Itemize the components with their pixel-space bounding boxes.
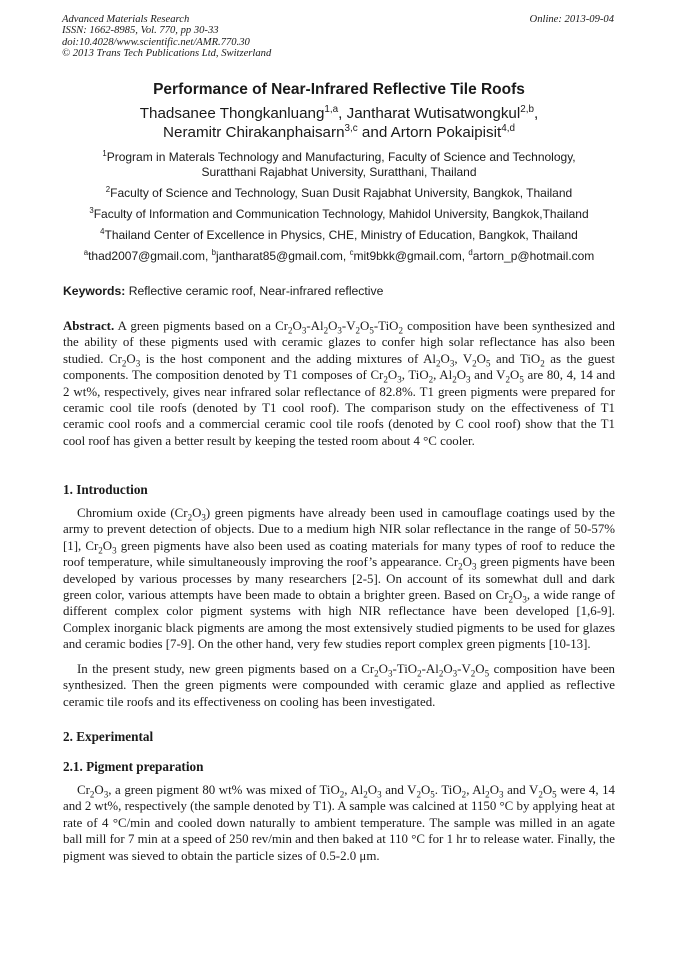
affil-text: Thailand Center of Excellence in Physics, CHE, Ministry of Education, Bangkok, Thailand [104,228,578,242]
text-fragment: O [192,506,202,520]
subsection-heading-pigment-preparation: 2.1. Pigment preparation [63,759,204,774]
chemical-subscript: 5 [519,374,524,385]
chemical-subscript: 2 [339,789,345,800]
chemical-subscript: 2 [485,789,490,800]
text-fragment: O [126,351,136,366]
chemical-subscript: 3 [301,325,307,336]
journal-header [62,14,271,59]
chemical-subscript: 2 [416,789,421,800]
text-fragment: , Al [344,783,364,797]
text-fragment: , a green pigment 80 wt% was mixed of TiO [108,783,340,797]
chemical-subscript: 2 [323,325,329,336]
text-fragment: and TiO [490,351,541,366]
author-separator: , [338,105,347,122]
paper-title: Performance of Near-Infrared Reflective Tile Roofs [153,81,525,98]
text-fragment: , a wide range of different complex color pigment systems with high NIR reflectance have been developed [1,6-9]. Complex inorganic black pigments are among the most extensively studied pigments to be used for glazes and ceramic bodies [7-9]. On the other hand, very few studies report complex green pigments [10-13]. [63,588,615,652]
chemical-subscript: 2 [435,358,441,369]
chemical-subscript: 3 [377,789,382,800]
text-fragment: O [292,319,302,333]
text-fragment: ) green pigments have already been used in camouflage coatings used by the army to prevent detection of objects. Due to a medium high NIR solar reflectance in the range of 50-57% [1], Cr [63,506,615,553]
text-fragment: -V [457,662,471,676]
affil-text: Faculty of Information and Communication Technology, Mahidol University, Bangkok,Thailand [93,207,589,221]
chemical-subscript: 2 [383,374,388,385]
chemical-subscript: 2 [121,358,127,369]
text-fragment: , Al [433,368,453,383]
text-fragment: are 80, 4, 14 and 2 wt%, respectively, gives near infrared solar reflectance of 82.8%. T1 green pigments were prepared for ceramic cool tile roofs (denoted by T1 cool roof). The comparison study on the effectiveness of T1 ceramic cool roofs and a commercial ceramic cool tile roofs (denoted by C cool roof) show that the T1 cool roof has given a better result by keeping the tested room about 4 °C cooler. [63,368,616,448]
text-fragment: composition have been synthesized. Then the green pigments were compounded with ceramic glaze and applied as reflective ceramic tile roofs and its effectiveness on cooling has been investigated. [63,662,615,709]
text-fragment: O [510,368,520,383]
text-fragment: O [102,538,113,553]
text-fragment: green pigments have been developed by various processes by many researchers [2-5]. On account of its somewhat dull and dark green color, various attempts have been made to obtain a brighter green. Based on Cr [63,555,615,603]
author-list [0,104,678,142]
keywords-text: Reflective ceramic roof, Near-infrared reflective [125,284,384,298]
author-separator: , [533,105,539,122]
text-fragment: , TiO [401,368,429,383]
chemical-subscript: 3 [201,512,206,523]
text-fragment: green pigments have also been used as coating materials for many types of roof to reduce the roof temperature, while simultaneously improving the roof’s appearance. Cr [63,538,615,570]
section-heading-experimental: 2. Experimental [63,729,154,744]
text-fragment: -Al [306,319,324,333]
chemical-subscript: 2 [470,668,476,679]
text-fragment: A green pigments based on a Cr [114,319,289,333]
chemical-subscript: 5 [430,789,435,800]
text-fragment: Cr [77,783,90,797]
chemical-subscript: 3 [452,668,458,679]
text-fragment: O [440,351,450,366]
email-mark: b [211,248,216,257]
text-fragment: O [443,662,453,676]
abstract-label: Abstract. [63,319,115,333]
chemical-subscript: 2 [458,561,463,572]
author-emails [40,249,638,264]
chemical-subscript: 2 [187,512,193,523]
copyright-line: © 2013 Trans Tech Publications Ltd, Switzerland [62,47,272,59]
text-fragment: O [476,351,486,366]
text-fragment: is the host component and the adding mixtures of Al [140,351,436,366]
text-fragment: O [489,783,499,797]
chemical-subscript: 2 [89,789,95,800]
chemical-subscript: 3 [466,374,471,385]
text-fragment: O [360,319,370,333]
affil-number: 4 [100,227,105,236]
affiliation-3 [40,207,638,222]
email-address: thad2007@gmail.com, [88,249,212,263]
abstract [63,318,615,449]
text-fragment: O [462,555,472,570]
author-name: Neramitr Chirakanphaisarn [163,124,345,141]
affil-number: 3 [89,206,94,215]
text-fragment: and V [470,368,506,383]
text-fragment: -TiO [373,319,399,333]
affil-text: Faculty of Science and Technology, Suan Dusit Rajabhat University, Bangkok, Thailand [110,186,573,200]
author-line-1 [0,104,678,123]
text-fragment: -Al [421,662,439,676]
author-name: Thadsanee Thongkanluang [139,105,325,122]
text-fragment: -TiO [392,662,418,676]
text-fragment: O [94,783,104,797]
text-fragment: as the guest components. The composition denoted by T1 composes of Cr [63,351,615,383]
chemical-subscript: 3 [112,545,117,556]
text-fragment: were 4, 14 and 2 wt%, respectively (the sample denoted by T1). A sample was calcined at 1150 °C by applying heat at rate of 4 °C/min and cooled down naturally to ambient temperature. The sample was milled in an agate ball mill for 7 min at a speed of 250 rev/min and then baked at 110 °C for 1 hr to release water. Finally, the pigment was sieved to obtain the particle sizes of 0.5-2.0 μm. [63,783,615,863]
text-fragment: O [367,783,378,797]
chemical-subscript: 2 [472,358,477,369]
text-fragment: and V [381,783,417,797]
chemical-subscript: 3 [387,668,393,679]
chemical-subscript: 5 [485,358,491,369]
text-fragment: and V [503,783,539,797]
chemical-subscript: 2 [461,789,467,800]
chemical-subscript: 2 [288,325,293,336]
chemical-subscript: 2 [417,668,422,679]
chemical-subscript: 2 [452,374,457,385]
text-fragment: O [456,368,467,383]
text-fragment: O [542,783,553,797]
chemical-subscript: 5 [552,789,557,800]
chemical-subscript: 2 [538,789,543,800]
text-fragment: . TiO [434,783,462,797]
chemical-subscript: 3 [103,789,109,800]
chemical-subscript: 3 [471,561,477,572]
chemical-subscript: 5 [369,325,374,336]
pigment-preparation-paragraph [63,782,615,864]
intro-paragraph-2 [63,661,615,710]
chemical-subscript: 2 [98,545,103,556]
online-date: Online: 2013-09-04 [529,14,614,25]
author-affil-mark: 2,b [520,103,534,115]
text-fragment: composition have been synthesized and the ability of these pigments used with ceramic glazes to confer high solar reflectance has also been studied. Cr [63,319,615,366]
affiliation-1 [40,150,638,180]
text-fragment: O [513,588,523,603]
author-name: Jantharat Wutisatwongkul [346,105,521,122]
chemical-subscript: 2 [540,358,545,369]
chemical-subscript: 2 [363,789,368,800]
chemical-subscript: 5 [484,668,490,679]
section-heading-introduction: 1. Introduction [63,482,148,497]
chemical-subscript: 3 [522,594,527,605]
text-fragment: In the present study, new green pigments based on a Cr [77,662,375,676]
email-address: jantharat85@gmail.com, [216,249,350,263]
email-mark: d [468,248,473,257]
text-fragment: O [475,662,485,676]
text-fragment: , V [454,351,473,366]
affiliation-2 [40,186,638,201]
chemical-subscript: 2 [398,325,403,336]
email-mark: c [349,248,354,257]
author-affil-mark: 1,a [324,103,339,115]
text-fragment: -V [341,319,356,333]
text-fragment: O [420,783,431,797]
keywords-label: Keywords: [63,284,126,298]
chemical-subscript: 3 [397,374,402,385]
email-address: artorn_p@hotmail.com [472,249,595,263]
chemical-subscript: 2 [428,374,434,385]
chemical-subscript: 3 [499,789,504,800]
chemical-subscript: 2 [438,668,444,679]
affil-text: Suratthani Rajabhat University, Suratthani, Thailand [201,165,477,179]
author-separator: and [357,124,391,141]
author-name: Artorn Pokaipisit [390,124,502,141]
text-fragment: O [387,368,398,383]
journal-name: Advanced Materials Research [62,14,190,25]
author-affil-mark: 4,d [501,122,515,134]
chemical-subscript: 3 [449,358,455,369]
intro-paragraph-1 [63,505,615,653]
issn-line: ISSN: 1662-8985, Vol. 770, pp 30-33 [62,25,219,37]
affil-number: 1 [102,149,107,158]
affil-number: 2 [105,185,111,194]
chemical-subscript: 2 [355,325,361,336]
text-fragment: , Al [466,783,486,797]
doi-line: doi:10.4028/www.scientific.net/AMR.770.30 [62,36,250,48]
chemical-subscript: 2 [374,668,379,679]
author-line-2 [0,123,678,142]
affil-text: Program in Materals Technology and Manufacturing, Faculty of Science and Technology, [106,150,576,164]
text-fragment: O [328,319,338,333]
email-address: mit9bkk@gmail.com, [353,249,469,263]
affiliation-4 [40,228,638,243]
text-fragment: Chromium oxide (Cr [77,506,188,520]
chemical-subscript: 2 [505,374,511,385]
email-mark: a [83,248,89,257]
text-fragment: O [378,662,388,676]
chemical-subscript: 3 [135,358,141,369]
keywords [63,284,383,298]
author-affil-mark: 3,c [344,122,358,134]
chemical-subscript: 2 [508,594,514,605]
chemical-subscript: 3 [337,325,342,336]
